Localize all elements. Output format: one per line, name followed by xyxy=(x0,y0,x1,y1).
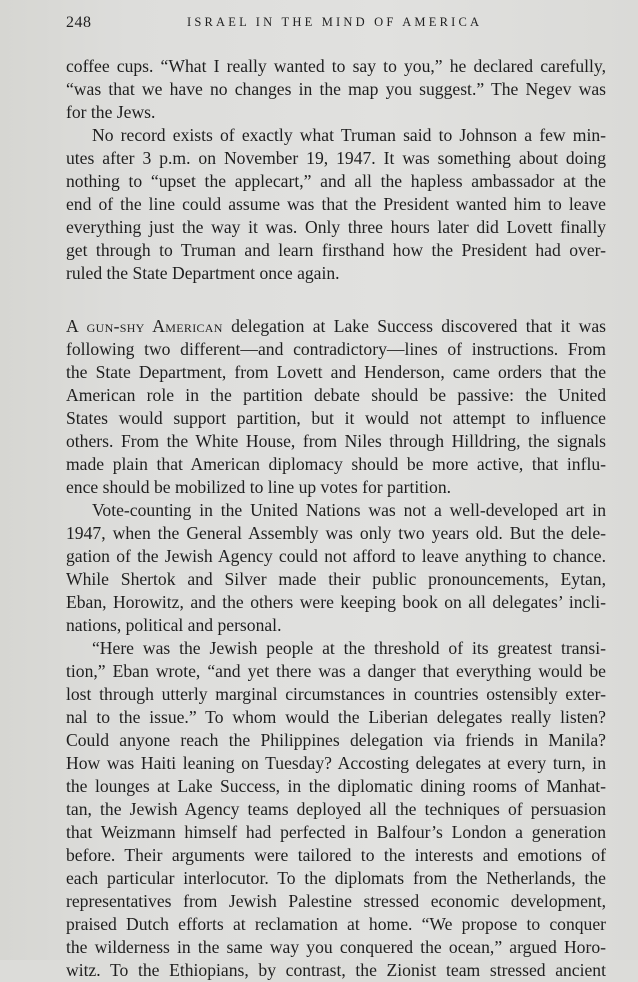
text-line: for the Jews. xyxy=(66,102,156,122)
text-line: that Weizmann himself had perfected in Balfour’s London a generation xyxy=(66,822,606,842)
text-line: “was that we have no changes in the map you suggest.” The Negev was xyxy=(66,79,606,99)
section-opening-line xyxy=(66,314,606,338)
text-line: 1947, when the General Assembly was only two years old. But the dele- xyxy=(66,523,606,543)
text-line: get through to Truman and learn firsthand how the President had over- xyxy=(66,240,606,260)
text-line: others. From the White House, from Niles through Hilldring, the signals xyxy=(66,431,606,451)
running-title: ISRAEL IN THE MIND OF AMERICA xyxy=(187,15,483,29)
text-line: nothing to “upset the applecart,” and all the hapless ambassador at the xyxy=(66,171,606,191)
text-line: States would support partition, but it would not attempt to influence xyxy=(66,408,606,428)
text-line: each particular interlocutor. To the diplomats from the Netherlands, the xyxy=(66,868,606,888)
text-line: Vote-counting in the United Nations was not a well-developed art in xyxy=(92,500,606,520)
text-line: before. Their arguments were tailored to the interests and emotions of xyxy=(66,845,606,865)
text-line: “Here was the Jewish people at the threshold of its greatest transi- xyxy=(92,638,606,658)
text-line: American role in the partition debate should be passive: the United xyxy=(66,385,606,405)
text-line: utes after 3 p.m. on November 19, 1947. It was something about doing xyxy=(66,148,606,168)
text-line: gation of the Jewish Agency could not afford to leave anything to chance. xyxy=(66,546,606,566)
text-line: following two different—and contradictory—lines of instructions. From xyxy=(66,339,606,359)
text-line: the lounges at Lake Success, in the diplomatic dining rooms of Manhat- xyxy=(66,776,606,796)
text-line: the State Department, from Lovett and Henderson, came orders that the xyxy=(66,362,606,382)
text-line: tan, the Jewish Agency teams deployed all the techniques of persuasion xyxy=(66,799,606,819)
page-number: 248 xyxy=(66,14,92,31)
text-line: lost through utterly marginal circumstances in countries ostensibly exter- xyxy=(66,684,606,704)
text-line: praised Dutch efforts at reclamation at home. “We propose to conquer xyxy=(66,914,606,934)
text-line: coffee cups. “What I really wanted to say to you,” he declared carefully, xyxy=(66,56,606,76)
text-line: nations, political and personal. xyxy=(66,615,282,635)
text-line: nal to the issue.” To whom would the Liberian delegates really listen? xyxy=(66,707,606,727)
text-line: Eban, Horowitz, and the others were keeping book on all delegates’ incli- xyxy=(66,592,606,612)
text-line: While Shertok and Silver made their public pronouncements, Eytan, xyxy=(66,569,606,589)
text-line: made plain that American diplomacy should be more active, that influ- xyxy=(66,454,606,474)
text-line: representatives from Jewish Palestine stressed economic development, xyxy=(66,891,606,911)
text-line: Could anyone reach the Philippines delegation via friends in Manila? xyxy=(66,730,606,750)
text-line: ence should be mobilized to line up votes for partition. xyxy=(66,477,452,497)
text-line: witz. To the Ethiopians, by contrast, the Zionist team stressed ancient xyxy=(66,960,606,980)
text-line: everything just the way it was. Only three hours later did Lovett finally xyxy=(66,217,606,237)
text-line: end of the line could assume was that the President wanted him to leave xyxy=(66,194,606,214)
text-line: tion,” Eban wrote, “and yet there was a danger that everything would be xyxy=(66,661,606,681)
running-head xyxy=(66,14,606,36)
text-line: How was Haiti leaning on Tuesday? Accosting delegates at every turn, in xyxy=(66,753,606,773)
text-line: ruled the State Department once again. xyxy=(66,263,340,283)
text-line: the wilderness in the same way you conquered the ocean,” argued Horo- xyxy=(66,937,606,957)
text-line: No record exists of exactly what Truman said to Johnson a few min- xyxy=(92,125,606,145)
small-caps-lead-in: A gun-shy American xyxy=(66,316,223,336)
lead-in-rest: delegation at Lake Success discovered that it was xyxy=(222,316,606,336)
